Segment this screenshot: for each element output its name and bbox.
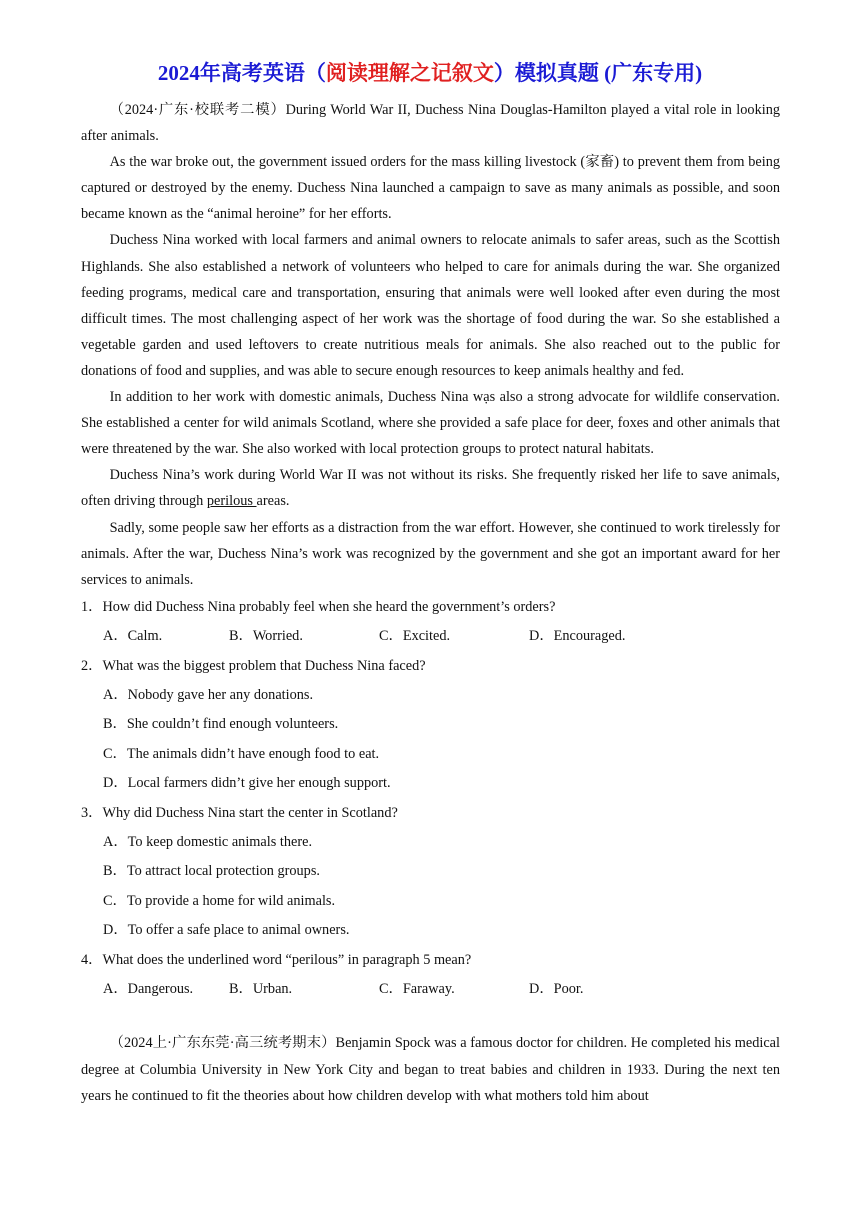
passage2-paragraph-1: （2024上·广东东莞·高三统考期末）Benjamin Spock was a famous doctor for children. He completed his medical degree at Columbia University in New York City and began to treat babies and children in 1933. During the next ten years he continued to fit the theories about how children develop with what mothers told him about (81, 1035, 780, 1104)
document-body (81, 97, 780, 1109)
question-4-option-b: B．Urban. (229, 981, 293, 998)
passage1-paragraph-6: Sadly, some people saw her efforts as a distraction from the war effort. However, she continued to work tirelessly for animals. After the war, Duchess Nina’s work was recognized by the government and she got an important award for her services to animals. (81, 519, 780, 588)
title-part-2: 阅读理解之记叙文 (325, 61, 494, 85)
question-1-options (103, 622, 780, 651)
question-2-option-a: A．Nobody gave her any donations. (103, 687, 314, 703)
question-1-option-a: A．Calm. (103, 628, 163, 645)
question-2-option-c: C．The animals didn’t have enough food to eat. (103, 745, 380, 762)
question-3-option-d: D．To offer a safe place to animal owners. (103, 922, 350, 939)
title-part-1: 2024年高考英语（ (157, 61, 326, 85)
passage1-paragraph-1: （2024·广东·校联考二模）During World War II, Duchess Nina Douglas-Hamilton played a vital role in looking after animals. (81, 102, 780, 145)
underlined-word-perilous: perilous (206, 493, 257, 510)
question-1-option-d: D．Encouraged. (529, 628, 626, 645)
question-3-option-a: A．To keep domestic animals there. (103, 834, 313, 851)
question-4-option-c: C．Faraway. (379, 981, 455, 998)
passage1-paragraph-5 (81, 462, 780, 514)
question-4-options (103, 975, 780, 1004)
question-4-stem: 4．What does the underlined word “perilous” in paragraph 5 mean? (81, 951, 472, 968)
paragraph-5-text-after: areas. (256, 493, 290, 510)
question-3-option-c: C．To provide a home for wild animals. (103, 892, 336, 909)
question-2-option-d: D．Local farmers didn’t give her enough support. (103, 775, 391, 792)
question-3-option-b: B．To attract local protection groups. (103, 863, 320, 880)
question-1-option-b: B．Worried. (229, 628, 303, 645)
question-1-option-c: C．Excited. (379, 628, 451, 645)
passage1-paragraph-2: As the war broke out, the government issued orders for the mass killing livestock (家畜) to prevent them from being captured or destroyed by the enemy. Duchess Nina launched a campaign to save as many animals as possible, and soon became known as the “animal heroine” for her efforts. (81, 154, 780, 223)
question-1-stem: 1．How did Duchess Nina probably feel when she heard the government’s orders? (81, 598, 556, 615)
passage-gap (81, 1004, 780, 1030)
page-title (0, 58, 860, 88)
question-3-stem: 3．Why did Duchess Nina start the center in Scotland? (81, 804, 398, 821)
passage1-paragraph-3: Duchess Nina worked with local farmers and animal owners to relocate animals to safer areas, such as the Scottish Highlands. She also established a network of volunteers who helped to care for animals during the war. She organized feeding programs, medical care and transportation, ensuring that animals were well looked after even during the most difficult times. The most challenging aspect of her work was the shortage of food during the war. So she established a vegetable garden and used leftovers to create nutritious meals for animals. She also reached out to the public for donations of food and supplies, and was able to secure enough resources to keep animals healthy and fed. (81, 232, 780, 379)
title-part-3: ）模拟真题 (广东专用) (493, 61, 703, 85)
question-2-option-b: B．She couldn’t find enough volunteers. (103, 716, 339, 733)
paragraph-5-text-before: Duchess Nina’s work during World War II was not without its risks. She frequently risked her life to save animals, often driving through (81, 467, 780, 510)
question-2-stem: 2．What was the biggest problem that Duchess Nina faced? (81, 657, 426, 674)
question-4-option-a: A．Dangerous. (103, 981, 194, 998)
question-4-option-d: D．Poor. (529, 981, 584, 998)
passage1-paragraph-4: In addition to her work with domestic animals, Duchess Nina wạs also a strong advocate for wildlife conservation. She established a center for wild animals Scotland, where she provided a safe place for deer, foxes and other animals that were threatened by the war. She also worked with local protection groups to protect natural habitats. (81, 389, 780, 458)
